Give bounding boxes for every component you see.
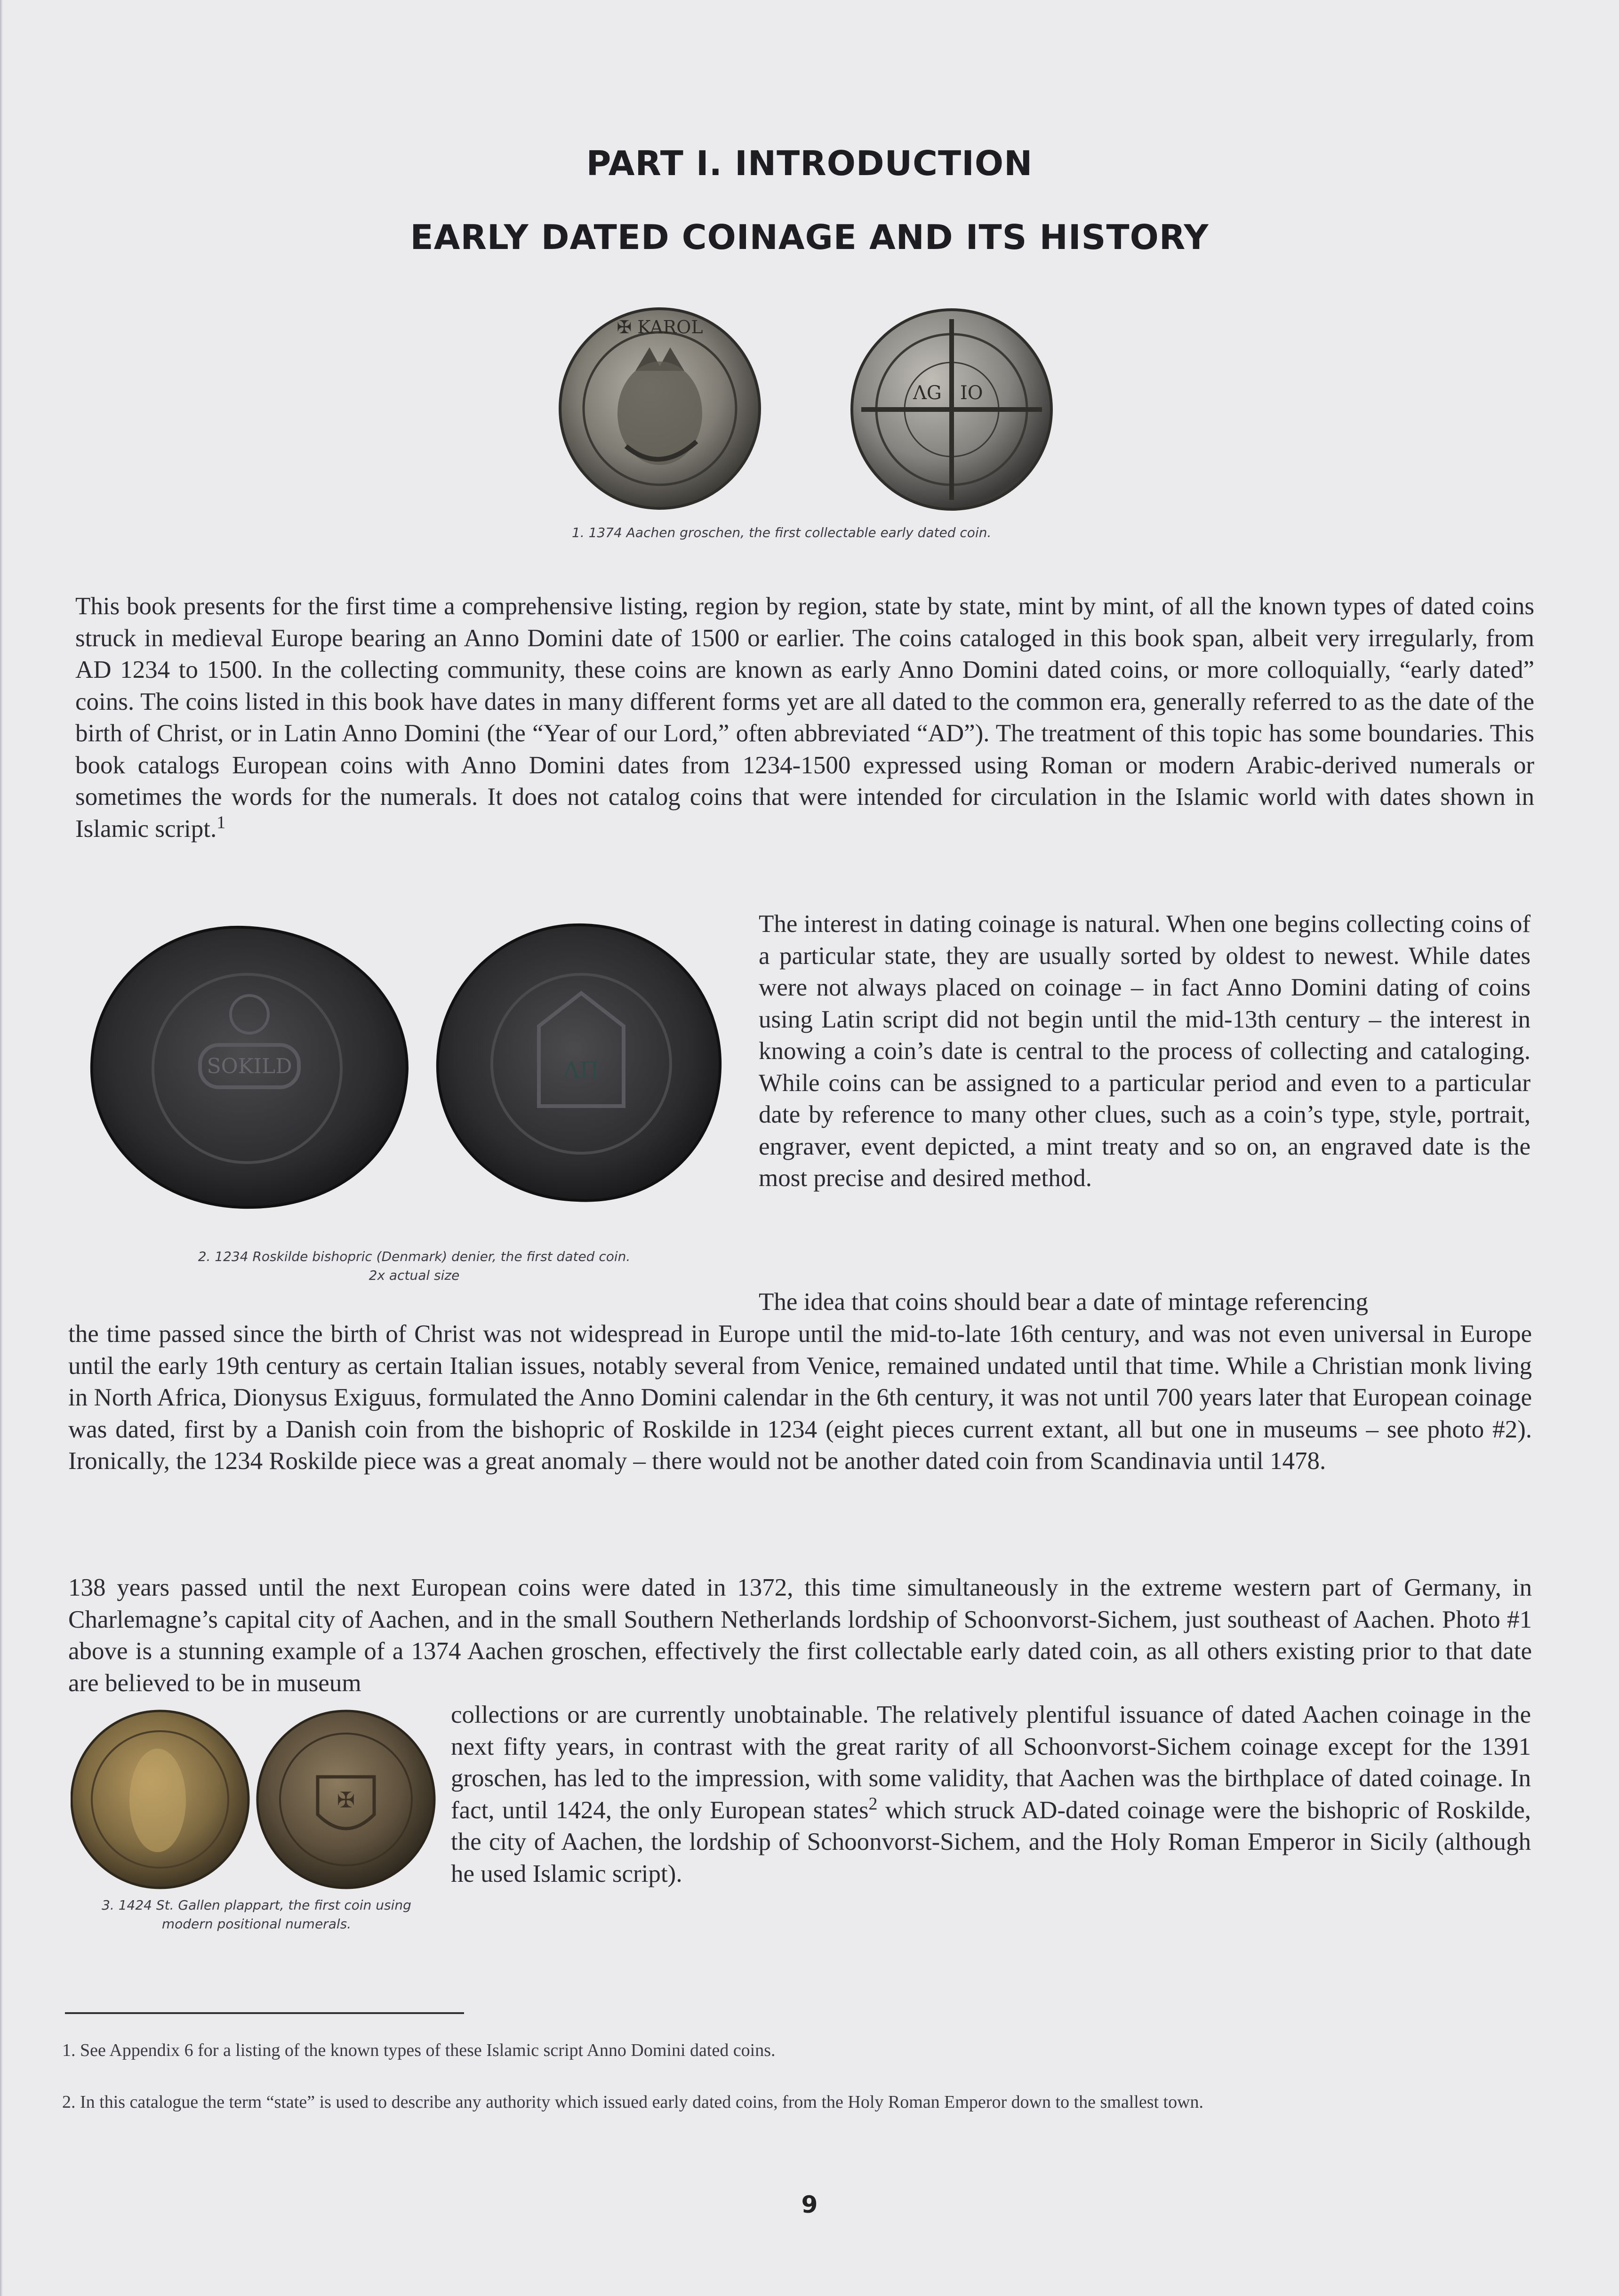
footnote-2: 2. In this catalogue the term “state” is used to describe any authority which issued early dated coins, from the Holy Roman Emperor down to the smallest town. [62, 2092, 1204, 2112]
paragraph-138-years: 138 years passed until the next European coins were dated in 1372, this time simultaneously in the extreme western part of Germany, in Charlemagne’s capital city of Aachen, and in the small Southern Netherlands lordship of Schoonvorst-Sichem, just southeast of Aachen. Photo #1 above is a stunning example of a 1374 Aachen groschen, effectively the first collectable early dated coin, as all others existing prior to that date are believed to be in museum [68, 1574, 1532, 1697]
paragraph-intro-text: This book presents for the first time a comprehensive listing, region by region, state by state, mint by mint, of all the known types of dated coins struck in medieval Europe bearing an Anno Domini date of 1500 or earlier. The coins cataloged in this book span, albeit very irregularly, from AD 1234 to 1500. In the collecting community, these coins are known as early Anno Domini dated coins, or more colloquially, “early dated” coins. The coins listed in this book have dates in many different forms yet are all dated to the common era, generally referred to as the date of the birth of Christ, or in Latin Anno Domini (the “Year of our Lord,” often abbreviated “AD”). The treatment of this topic has some boundaries. This book catalogs European coins with Anno Domini dates from 1234-1500 expressed using Roman or modern Arabic-derived numerals or sometimes the words for the numerals. It does not catalog coins that were intended for circulation in the Islamic world with dates shown in Islamic script. [75, 593, 1534, 843]
paragraph-idea: the time passed since the birth of Christ was not widespread in Europe until the mid-to-late 16th century, and was not even universal in Europe until the early 19th century as certain Italian issues, notably several from Venice, remained undated until that time. While a Christian monk living in North Africa, Dionysus Exiguus, formulated the Anno Domini calendar in the 6th century, it was not until 700 years later that European coinage was dated, first by a Danish coin from the bishopric of Roskilde in 1234 (eight pieces current extant, all but one in museums – see photo #2). Ironically, the 1234 Roskilde piece was a great anomaly – there would not be another dated coin from Scandinavia until 1478. [68, 1320, 1532, 1475]
figure-2-caption [85, 1247, 744, 1285]
footnote-divider [65, 2012, 464, 2014]
roskilde-denier-photo [87, 918, 727, 1219]
page-number: 9 [801, 2191, 818, 2218]
svg-text:IO: IO [960, 382, 983, 404]
svg-text:✠ KAROL: ✠ KAROL [617, 317, 703, 337]
paragraph-collections-text-a: collections or are currently unobtainable. The relatively plentiful issuance of dated Aachen coinage in the next fifty years, in contrast with the great rarity of all Schoonvorst-Sichem coinage except for the 1391 groschen, has led to the impression, with some validity, that Aachen was the birthplace of dated coinage. In fact, until 1424, the only European states [451, 1701, 1531, 1824]
figure-3-caption-line2: modern positional numerals. [161, 1916, 352, 1932]
page-edge [0, 0, 3, 2296]
figure-2-caption-line1: 2. 1234 Roskilde bishopric (Denmark) denier, the first dated coin. [198, 1249, 631, 1264]
roskilde-reverse [438, 925, 720, 1201]
paragraph-interest: The interest in dating coinage is natural. When one begins collecting coins of a particular state, they are usually sorted by oldest to newest. While dates were not always placed on coinage – in fact Anno Domini dating of coins using Latin script did not begin until the mid-13th century – the interest in knowing a coin’s date is central to the process of collecting and cataloging. While coins can be assigned to a particular period and even to a particular date by reference to many other clues, such as a coin’s type, style, portrait, engraver, event depicted, a mint treaty and so on, an engraved date is the most precise and desired method. [759, 910, 1531, 1192]
st-gallen-obverse [72, 1711, 248, 1888]
aachen-groschen-photo [555, 305, 1064, 512]
svg-text:SOKILD: SOKILD [207, 1054, 292, 1078]
paragraph-collections-text-b: which struck AD-dated coinage were the bishopric of Roskilde, the city of Aachen, the lordship of Schoonvorst-Sichem, and the Holy Roman Emperor in Sicily (although he used Islamic script). [451, 1796, 1531, 1887]
footnote-ref-2: 2 [868, 1793, 878, 1814]
svg-text:ΛG: ΛG [913, 382, 942, 404]
figure-2-caption-line2: 2x actual size [369, 1268, 460, 1283]
roskilde-obverse [92, 927, 407, 1207]
st-gallen-reverse [257, 1711, 434, 1888]
figure-3-caption [68, 1896, 445, 1934]
footnote-ref-1: 1 [216, 812, 226, 832]
figure-3-caption-line1: 3. 1424 St. Gallen plappart, the first coin using [102, 1897, 411, 1913]
st-gallen-plappart-photo [71, 1706, 438, 1892]
paragraph-idea-first-line: The idea that coins should bear a date of mintage referencing [759, 1288, 1369, 1316]
paragraph-intro [75, 591, 1534, 845]
footnote-1: 1. See Appendix 6 for a listing of the known types of these Islamic script Anno Domini dated coins. [62, 2040, 776, 2060]
figure-1-caption: 1. 1374 Aachen groschen, the first collectable early dated coin. [572, 525, 992, 540]
paragraph-collections [451, 1699, 1531, 1890]
svg-text:✠: ✠ [337, 1787, 355, 1813]
aachen-obverse [560, 309, 760, 508]
aachen-reverse [852, 310, 1051, 509]
svg-text:ΛΠ: ΛΠ [563, 1057, 600, 1084]
section-title: EARLY DATED COINAGE AND ITS HISTORY [410, 217, 1209, 257]
part-title: PART I. INTRODUCTION [586, 144, 1033, 183]
